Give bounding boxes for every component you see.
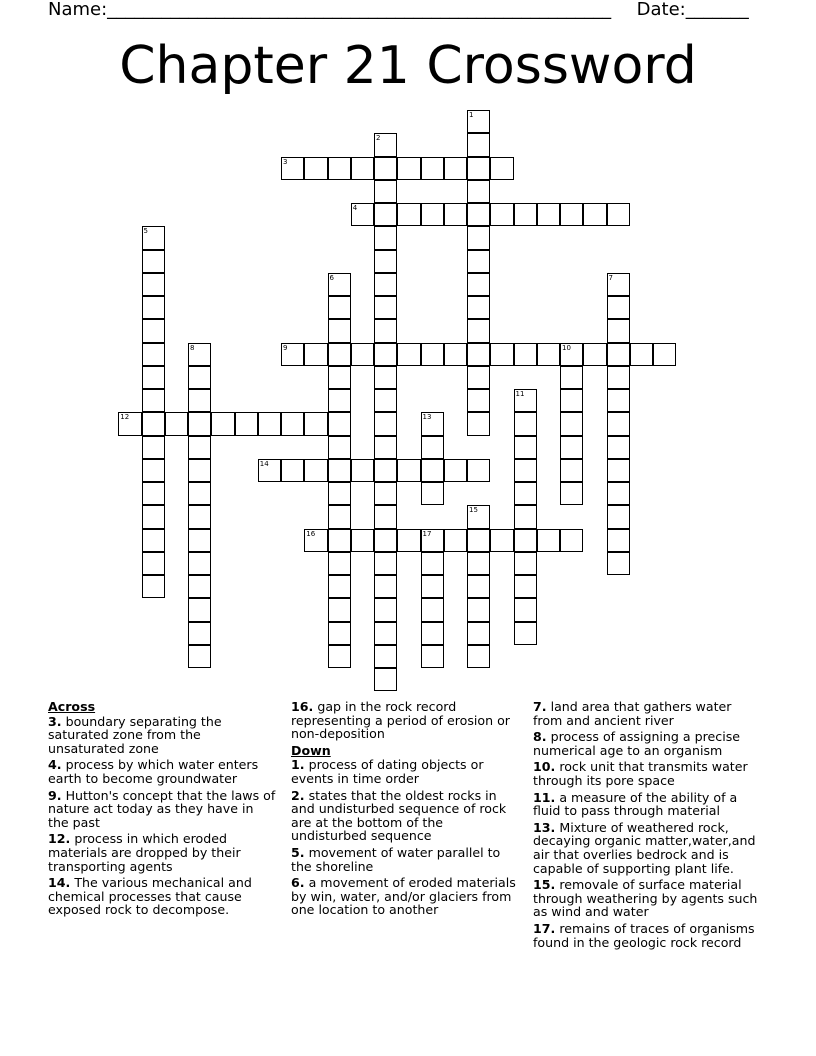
grid-cell[interactable] — [421, 459, 444, 482]
grid-cell[interactable] — [514, 412, 537, 435]
clue-down-8: 8. process of assigning a precise numerical age to an organism — [533, 729, 741, 758]
grid-cell[interactable] — [281, 343, 304, 366]
grid-cell[interactable] — [583, 343, 606, 366]
grid-cell[interactable] — [374, 575, 397, 598]
grid-cell[interactable] — [142, 436, 165, 459]
grid-cell[interactable] — [607, 482, 630, 505]
grid-cell[interactable] — [560, 459, 583, 482]
grid-cell[interactable] — [467, 529, 490, 552]
grid-cell[interactable] — [537, 343, 560, 366]
grid-cell[interactable] — [304, 459, 327, 482]
grid-cell[interactable] — [514, 343, 537, 366]
grid-cell[interactable] — [304, 412, 327, 435]
grid-cell[interactable] — [467, 180, 490, 203]
grid-cell[interactable] — [374, 412, 397, 435]
grid-cell[interactable] — [467, 250, 490, 273]
grid-cell[interactable] — [374, 296, 397, 319]
grid-cell[interactable] — [444, 459, 467, 482]
grid-cell[interactable] — [607, 319, 630, 342]
clue-number: 1 — [469, 111, 474, 119]
grid-cell[interactable] — [444, 343, 467, 366]
grid-cell[interactable] — [607, 296, 630, 319]
grid-cell[interactable] — [351, 459, 374, 482]
grid-cell[interactable] — [328, 529, 351, 552]
grid-cell[interactable] — [374, 157, 397, 180]
grid-cell[interactable] — [514, 598, 537, 621]
grid-cell[interactable] — [374, 552, 397, 575]
grid-cell[interactable] — [165, 412, 188, 435]
clue-down-10: 10. rock unit that transmits water through its pore space — [533, 759, 748, 788]
grid-cell[interactable] — [444, 203, 467, 226]
grid-cell[interactable] — [607, 343, 630, 366]
clue-number: 8 — [190, 343, 195, 352]
grid-cell[interactable] — [374, 598, 397, 621]
grid-cell[interactable] — [421, 598, 444, 621]
grid-cell[interactable] — [188, 412, 211, 435]
grid-cell[interactable] — [328, 645, 351, 668]
grid-cell[interactable] — [490, 529, 513, 552]
grid-cell[interactable] — [607, 203, 630, 226]
grid-cell[interactable] — [258, 459, 281, 482]
grid-cell[interactable] — [188, 366, 211, 389]
clue-down-2: 2. states that the oldest rocks in and undisturbed sequence of rock are at the bottom of the undisturbed sequence — [291, 787, 507, 844]
grid-cell[interactable] — [560, 482, 583, 505]
clue-number: 7 — [608, 273, 613, 282]
grid-cell[interactable] — [421, 412, 444, 435]
grid-cell[interactable] — [328, 343, 351, 366]
grid-cell[interactable] — [444, 157, 467, 180]
grid-cell[interactable] — [142, 319, 165, 342]
grid-cell[interactable] — [374, 133, 397, 156]
grid-cell[interactable] — [514, 505, 537, 528]
grid-cell[interactable] — [188, 622, 211, 645]
grid-cell[interactable] — [421, 645, 444, 668]
grid-cell[interactable] — [537, 529, 560, 552]
grid-cell[interactable] — [351, 343, 374, 366]
grid-cell[interactable] — [188, 598, 211, 621]
grid-cell[interactable] — [421, 622, 444, 645]
grid-cell[interactable] — [514, 622, 537, 645]
clue-number: 5 — [143, 227, 148, 236]
grid-cell[interactable] — [560, 412, 583, 435]
grid-cell[interactable] — [467, 459, 490, 482]
grid-cell[interactable] — [374, 366, 397, 389]
grid-cell[interactable] — [467, 296, 490, 319]
grid-cell[interactable] — [188, 389, 211, 412]
grid-cell[interactable] — [397, 343, 420, 366]
grid-cell[interactable] — [281, 412, 304, 435]
grid-cell[interactable] — [653, 343, 676, 366]
grid-cell[interactable] — [467, 645, 490, 668]
grid-cell[interactable] — [142, 250, 165, 273]
grid-cell[interactable] — [514, 575, 537, 598]
grid-cell[interactable] — [374, 203, 397, 226]
grid-cell[interactable] — [421, 575, 444, 598]
clue-down-11: 11. a measure of the ability of a fluid to pass through material — [533, 789, 738, 819]
grid-cell[interactable] — [514, 529, 537, 552]
clues-column-2 — [291, 700, 519, 920]
grid-cell[interactable] — [467, 319, 490, 342]
clue-number: 12 — [120, 413, 130, 422]
grid-cell[interactable] — [397, 157, 420, 180]
clue-down-6: 6. a movement of eroded materials by win, water, and/or glaciers from one location to another — [291, 875, 516, 918]
grid-cell[interactable] — [328, 598, 351, 621]
across-heading: Across — [48, 699, 96, 714]
grid-cell[interactable] — [188, 575, 211, 598]
clue-down-1: 1. process of dating objects or events in time order — [291, 757, 484, 786]
grid-cell[interactable] — [374, 622, 397, 645]
clue-number: 4 — [352, 204, 358, 212]
clue-number: 11 — [515, 390, 525, 398]
grid-cell[interactable] — [374, 226, 397, 249]
grid-cell[interactable] — [467, 389, 490, 412]
grid-cell[interactable] — [374, 668, 397, 691]
grid-cell[interactable] — [490, 203, 513, 226]
clue-number: 17 — [422, 529, 432, 538]
grid-cell[interactable] — [374, 436, 397, 459]
grid-cell[interactable] — [537, 203, 560, 226]
clue-across-4: 4. process by which water enters earth to become groundwater — [48, 757, 259, 786]
grid-cell[interactable] — [467, 505, 490, 528]
grid-cell[interactable] — [374, 459, 397, 482]
grid-cell[interactable] — [328, 273, 351, 296]
grid-cell[interactable] — [328, 436, 351, 459]
grid-cell[interactable] — [374, 482, 397, 505]
grid-cell[interactable] — [467, 552, 490, 575]
grid-cell[interactable] — [142, 552, 165, 575]
grid-cell[interactable] — [304, 157, 327, 180]
clue-down-5: 5. movement of water parallel to the shoreline — [291, 844, 501, 874]
grid-cell[interactable] — [421, 436, 444, 459]
grid-cell[interactable] — [467, 203, 490, 226]
clue-number: 13 — [422, 413, 432, 422]
grid-cell[interactable] — [374, 273, 397, 296]
grid-cell[interactable] — [630, 343, 653, 366]
grid-cell[interactable] — [607, 505, 630, 528]
grid-cell[interactable] — [421, 343, 444, 366]
grid-cell[interactable] — [607, 389, 630, 412]
grid-cell[interactable] — [514, 552, 537, 575]
grid-cell[interactable] — [607, 273, 630, 296]
clue-across-9: 9. Hutton's concept that the laws of nature act today as they have in the past — [48, 787, 276, 830]
clue-down-7: 7. land area that gathers water from and ancient river — [533, 699, 732, 728]
grid-cell[interactable] — [560, 529, 583, 552]
grid-cell[interactable] — [421, 552, 444, 575]
grid-cell[interactable] — [258, 412, 281, 435]
grid-cell[interactable] — [351, 203, 374, 226]
grid-cell[interactable] — [142, 226, 165, 249]
grid-cell[interactable] — [421, 157, 444, 180]
grid-cell[interactable] — [467, 273, 490, 296]
grid-cell[interactable] — [328, 505, 351, 528]
grid-cell[interactable] — [188, 343, 211, 366]
grid-cell[interactable] — [142, 412, 165, 435]
grid-cell[interactable] — [188, 529, 211, 552]
grid-cell[interactable] — [514, 389, 537, 412]
grid-cell[interactable] — [374, 343, 397, 366]
grid-cell[interactable] — [467, 110, 490, 133]
clue-down-17: 17. remains of traces of organisms found in the geologic rock record — [533, 920, 755, 950]
grid-cell[interactable] — [142, 296, 165, 319]
grid-cell[interactable] — [514, 482, 537, 505]
grid-cell[interactable] — [490, 343, 513, 366]
grid-cell[interactable] — [397, 459, 420, 482]
grid-cell[interactable] — [421, 529, 444, 552]
grid-cell[interactable] — [560, 343, 583, 366]
grid-cell[interactable] — [374, 645, 397, 668]
grid-cell[interactable] — [560, 203, 583, 226]
grid-cell[interactable] — [607, 552, 630, 575]
grid-cell[interactable] — [328, 552, 351, 575]
grid-cell[interactable] — [444, 529, 467, 552]
grid-cell[interactable] — [142, 529, 165, 552]
grid-cell[interactable] — [421, 203, 444, 226]
clue-number: 10 — [562, 343, 571, 352]
grid-cell[interactable] — [467, 598, 490, 621]
grid-cell[interactable] — [142, 575, 165, 598]
clue-number: 3 — [283, 157, 288, 166]
grid-cell[interactable] — [397, 203, 420, 226]
grid-cell[interactable] — [328, 366, 351, 389]
clue-number: 15 — [469, 506, 478, 515]
grid-cell[interactable] — [328, 296, 351, 319]
grid-cell[interactable] — [374, 505, 397, 528]
grid-cell[interactable] — [514, 459, 537, 482]
grid-cell[interactable] — [397, 529, 420, 552]
grid-cell[interactable] — [328, 459, 351, 482]
grid-cell[interactable] — [328, 157, 351, 180]
clue-across-12: 12. process in which eroded materials are dropped by their transporting agents — [48, 831, 241, 874]
grid-cell[interactable] — [304, 343, 327, 366]
grid-cell[interactable] — [142, 343, 165, 366]
clue-across-16: 16. gap in the rock record representing a period of erosion or non-deposition — [291, 699, 510, 742]
grid-cell[interactable] — [304, 529, 327, 552]
page-title: Chapter 21 Crossword — [119, 36, 697, 96]
grid-cell[interactable] — [188, 505, 211, 528]
grid-cell[interactable] — [142, 366, 165, 389]
clues-column-3 — [533, 700, 761, 952]
grid-cell[interactable] — [328, 389, 351, 412]
grid-cell[interactable] — [607, 459, 630, 482]
grid-cell[interactable] — [328, 575, 351, 598]
clue-down-13: 13. Mixture of weathered rock, decaying organic matter,water,and air that overlies bedrock and is capable of supporting plant life. — [533, 819, 756, 876]
grid-cell[interactable] — [142, 482, 165, 505]
name-line[interactable]: ________________________________________________________ — [107, 0, 612, 20]
grid-cell[interactable] — [374, 319, 397, 342]
grid-cell[interactable] — [467, 343, 490, 366]
grid-cell[interactable] — [467, 226, 490, 249]
grid-cell[interactable] — [328, 622, 351, 645]
grid-cell[interactable] — [374, 180, 397, 203]
grid-cell[interactable] — [560, 436, 583, 459]
grid-cell[interactable] — [351, 529, 374, 552]
date-line[interactable]: _______ — [685, 0, 749, 20]
clue-number: 2 — [376, 134, 381, 143]
grid-cell[interactable] — [607, 436, 630, 459]
grid-cell[interactable] — [514, 203, 537, 226]
grid-cell[interactable] — [607, 366, 630, 389]
grid-cell[interactable] — [142, 389, 165, 412]
clues-column-1 — [48, 700, 278, 920]
grid-cell[interactable] — [188, 436, 211, 459]
grid-cell[interactable] — [328, 412, 351, 435]
grid-cell[interactable] — [560, 366, 583, 389]
grid-cell[interactable] — [235, 412, 258, 435]
grid-cell[interactable] — [374, 529, 397, 552]
clue-down-15: 15. removale of surface material through weathering by agents such as wind and water — [533, 877, 758, 920]
grid-cell[interactable] — [607, 529, 630, 552]
grid-cell[interactable] — [281, 157, 304, 180]
grid-cell[interactable] — [188, 552, 211, 575]
clue-number: 6 — [329, 273, 334, 282]
grid-cell[interactable] — [142, 459, 165, 482]
clue-number: 14 — [259, 459, 269, 468]
clue-number: 16 — [306, 529, 316, 538]
grid-cell[interactable] — [281, 459, 304, 482]
grid-cell[interactable] — [583, 203, 606, 226]
grid-cell[interactable] — [467, 622, 490, 645]
grid-cell[interactable] — [467, 575, 490, 598]
grid-cell[interactable] — [467, 366, 490, 389]
grid-cell[interactable] — [374, 389, 397, 412]
grid-cell[interactable] — [142, 505, 165, 528]
name-label: Name: — [48, 0, 108, 20]
grid-cell[interactable] — [142, 273, 165, 296]
grid-cell[interactable] — [374, 250, 397, 273]
grid-cell[interactable] — [490, 157, 513, 180]
grid-cell[interactable] — [188, 482, 211, 505]
down-heading: Down — [291, 742, 331, 758]
grid-cell[interactable] — [467, 412, 490, 435]
clue-across-3: 3. boundary separating the saturated zone from the unsaturated zone — [48, 713, 222, 756]
grid-cell[interactable] — [560, 389, 583, 412]
grid-cell[interactable] — [351, 157, 374, 180]
grid-cell[interactable] — [467, 157, 490, 180]
grid-cell[interactable] — [118, 412, 141, 435]
grid-cell[interactable] — [328, 319, 351, 342]
grid-cell[interactable] — [328, 482, 351, 505]
grid-cell[interactable] — [514, 436, 537, 459]
grid-cell[interactable] — [188, 645, 211, 668]
grid-cell[interactable] — [607, 412, 630, 435]
grid-cell[interactable] — [188, 459, 211, 482]
grid-cell[interactable] — [421, 482, 444, 505]
date-label: Date: — [636, 0, 686, 20]
clue-across-14: 14. The various mechanical and chemical processes that cause exposed rock to decompose. — [48, 875, 252, 918]
grid-cell[interactable] — [467, 133, 490, 156]
grid-cell[interactable] — [211, 412, 234, 435]
clue-number: 9 — [283, 343, 288, 352]
